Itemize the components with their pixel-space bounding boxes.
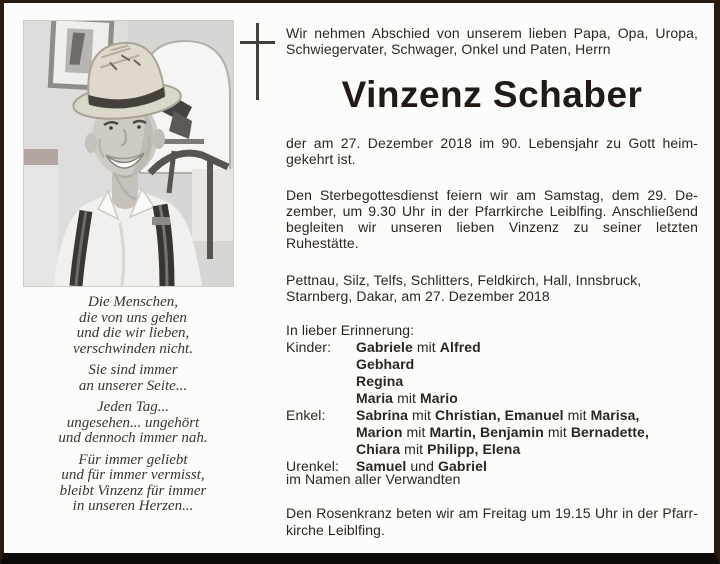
poem-line: und dennoch immer nah. — [58, 430, 208, 446]
family-names: Gabriele mit Alfred — [356, 339, 481, 355]
family-row — [286, 441, 698, 458]
service-line: Ruhestätte. — [286, 235, 359, 251]
family-names: Regina — [356, 373, 404, 389]
poem-stanza — [8, 363, 258, 394]
family-names: Marion mit Martin, Benjamin mit Bernadette, — [356, 424, 649, 440]
service-line: Den Sterbegottesdienst feiern wir am Samstag, dem 29. De- — [286, 187, 698, 203]
intro-line: Wir nehmen Abschied von unserem lieben Papa, Opa, Uropa, — [286, 25, 698, 41]
service-paragraph — [286, 187, 698, 251]
poem-line: und für immer vermisst, — [61, 467, 205, 483]
family-row — [286, 407, 698, 424]
family-row — [286, 373, 698, 390]
closing-line: im Namen aller Verwandten — [286, 471, 461, 487]
rosary-line: kirche Leiblfing. — [286, 522, 385, 538]
poem-line: verschwinden nicht. — [73, 340, 193, 357]
intro-paragraph — [286, 25, 698, 57]
rosary-paragraph — [286, 505, 698, 539]
death-paragraph — [286, 135, 698, 167]
places-paragraph — [286, 272, 698, 304]
poem-line: die von uns gehen — [79, 309, 187, 326]
memorial-poem — [8, 295, 258, 521]
family-label: Urenkel: — [286, 458, 339, 474]
remembrance-heading: In lieber Erinnerung: — [286, 322, 415, 338]
poem-line: Für immer geliebt — [78, 451, 188, 468]
family-names: Sabrina mit Christian, Emanuel mit Marisa, — [356, 407, 640, 423]
rosary-line: Den Rosenkranz beten wir am Freitag um 19.15 Uhr in der Pfarr- — [286, 505, 698, 521]
family-row — [286, 356, 698, 373]
portrait-illustration — [24, 21, 233, 286]
intro-line: Schwiegervater, Schwager, Onkel und Paten, Herrn — [286, 41, 611, 57]
family-label: Kinder: — [286, 339, 332, 355]
places-line: Pettnau, Silz, Telfs, Schlitters, Feldkirch, Hall, Innsbruck, — [286, 272, 642, 288]
family-label — [286, 356, 356, 373]
poem-line: bleibt Vinzenz für immer — [59, 482, 207, 499]
family-names: Maria mit Mario — [356, 390, 458, 406]
poem-line: Sie sind immer — [88, 362, 178, 378]
poem-line: Die Menschen, — [88, 294, 178, 310]
death-line: gekehrt ist. — [286, 151, 356, 167]
service-line: zember, um 9.30 Uhr in der Pfarrkirche Leiblfing. Anschließend — [286, 203, 698, 219]
family-row — [286, 390, 698, 407]
poem-stanza — [8, 453, 258, 515]
family-label — [286, 373, 356, 390]
places-line: Starnberg, Dakar, am 27. Dezember 2018 — [286, 288, 550, 304]
family-label — [286, 441, 356, 458]
cross-vertical-bar — [256, 23, 259, 100]
poem-line: in unseren Herzen... — [72, 498, 194, 514]
family-label — [286, 424, 356, 441]
poem-line: ungesehen... ungehört — [66, 414, 200, 431]
cross-horizontal-bar — [240, 41, 275, 44]
portrait-photo — [24, 21, 233, 286]
death-line: der am 27. Dezember 2018 im 90. Lebensjahr zu Gott heim- — [286, 135, 698, 151]
poem-stanza — [8, 295, 258, 357]
poem-line: Jeden Tag... — [97, 399, 169, 415]
poem-stanza — [8, 400, 258, 447]
family-names: Gebhard — [356, 356, 415, 372]
family-list — [286, 339, 698, 475]
family-label: Enkel: — [286, 407, 326, 423]
family-names: Samuel und Gabriel — [356, 458, 487, 474]
family-label — [286, 390, 356, 407]
family-row — [286, 424, 698, 441]
poem-line: und die wir lieben, — [76, 325, 190, 341]
service-line: begleiten wir unseren lieben Vinzenz zu seiner letzten — [286, 219, 698, 235]
poem-line: an unserer Seite... — [78, 377, 188, 394]
family-row — [286, 339, 698, 356]
deceased-name: Vinzenz Schaber — [341, 74, 643, 115]
family-names: Chiara mit Philipp, Elena — [356, 441, 521, 457]
